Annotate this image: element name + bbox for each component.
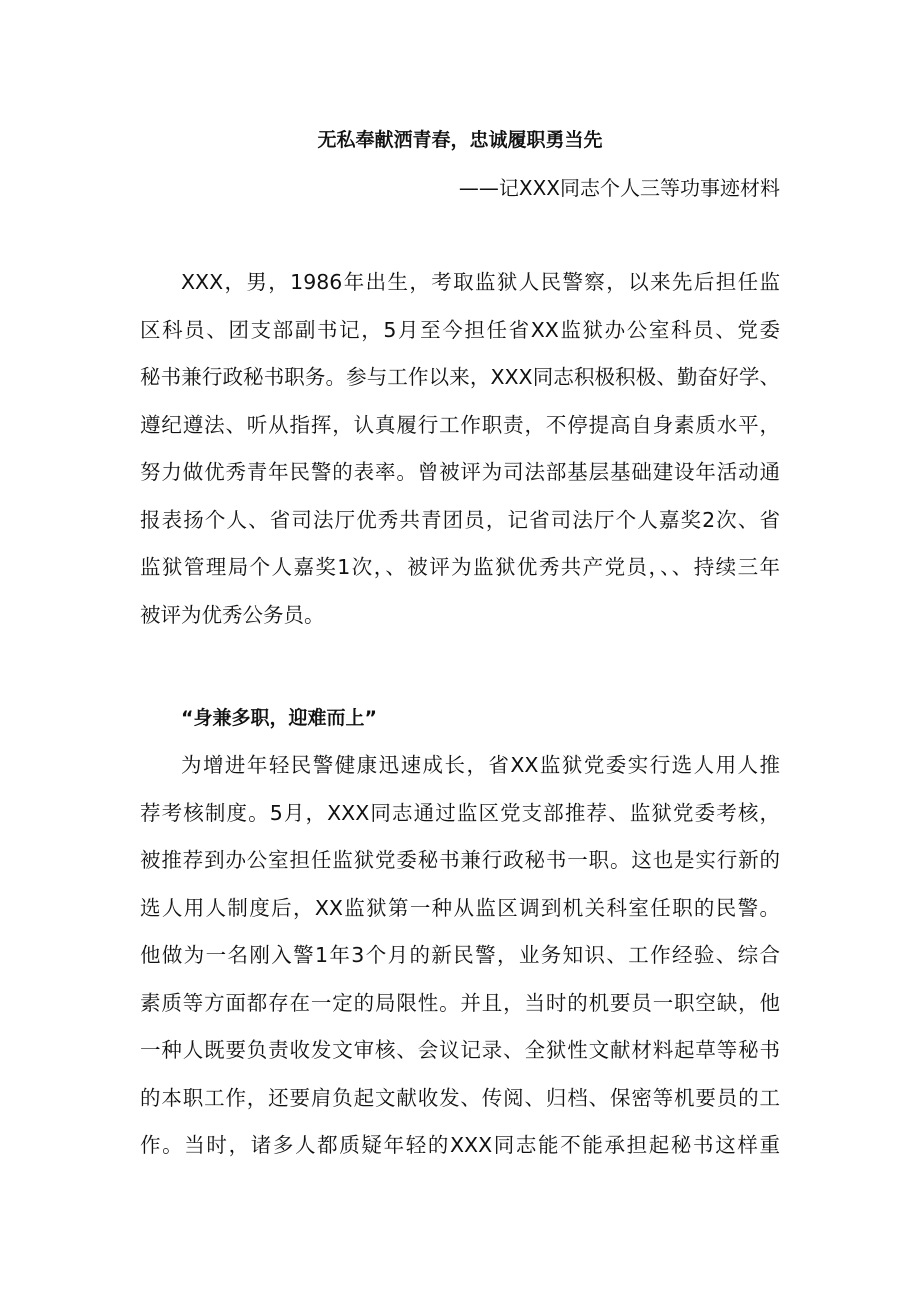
text-line: 被推荐到办公室担任监狱党委秘书兼行政秘书一职。这也是实行新的 <box>140 848 780 872</box>
paragraph-intro <box>140 259 780 639</box>
text-line: 素质等方面都存在一定的局限性。并且，当时的机要员一职空缺，他 <box>140 990 780 1015</box>
paragraph-section-1 <box>140 742 780 1170</box>
document-title: 无私奉献洒青春，忠诚履职勇当先 <box>317 129 603 151</box>
text-line: 的本职工作，还要肩负起文献收发、传阅、归档、保密等机要员的工 <box>140 1085 780 1110</box>
text-line: 作。当时，诸多人都质疑年轻的XXX同志能不能承担起秘书这样重 <box>140 1133 780 1157</box>
text-line: 努力做优秀青年民警的表率。曾被评为司法部基层基础建设年活动通 <box>140 460 780 484</box>
text-line: 秘书兼行政秘书职务。参与工作以来，XXX同志积极积极、勤奋好学、 <box>140 365 780 389</box>
text-line: XXX，男，1986年出生，考取监狱人民警察，以来先后担任监 <box>181 270 780 294</box>
text-line: 荐考核制度。5月，XXX同志通过监区党支部推荐、监狱党委考核， <box>140 800 780 825</box>
text-line: 一种人既要负责收发文审核、会议记录、全狱性文献材料起草等秘书 <box>140 1038 780 1062</box>
text-line: 遵纪遵法、听从指挥，认真履行工作职责，不停提高自身素质水平， <box>140 412 780 437</box>
text-line: 监狱管理局个人嘉奖1次，、被评为监狱优秀共产党员，、、持续三年 <box>140 555 780 579</box>
text-line: 他做为一名刚入警1年3个月的新民警，业务知识、工作经验、综合 <box>140 943 780 967</box>
text-line: 被评为优秀公务员。 <box>140 602 325 627</box>
text-line: 区科员、团支部副书记，5月至今担任省XX监狱办公室科员、党委 <box>140 317 780 342</box>
text-line: 报表扬个人、省司法厅优秀共青团员，记省司法厅个人嘉奖2次、省 <box>140 507 780 532</box>
text-line: 为增进年轻民警健康迅速成长，省XX监狱党委实行选人用人推 <box>181 753 780 777</box>
section-heading: “身兼多职，迎难而上” <box>181 707 377 729</box>
document-subtitle: ——记XXX同志个人三等功事迹材料 <box>458 176 780 200</box>
text-line: 选人用人制度后，XX监狱第一种从监区调到机关科室任职的民警。 <box>140 895 780 920</box>
